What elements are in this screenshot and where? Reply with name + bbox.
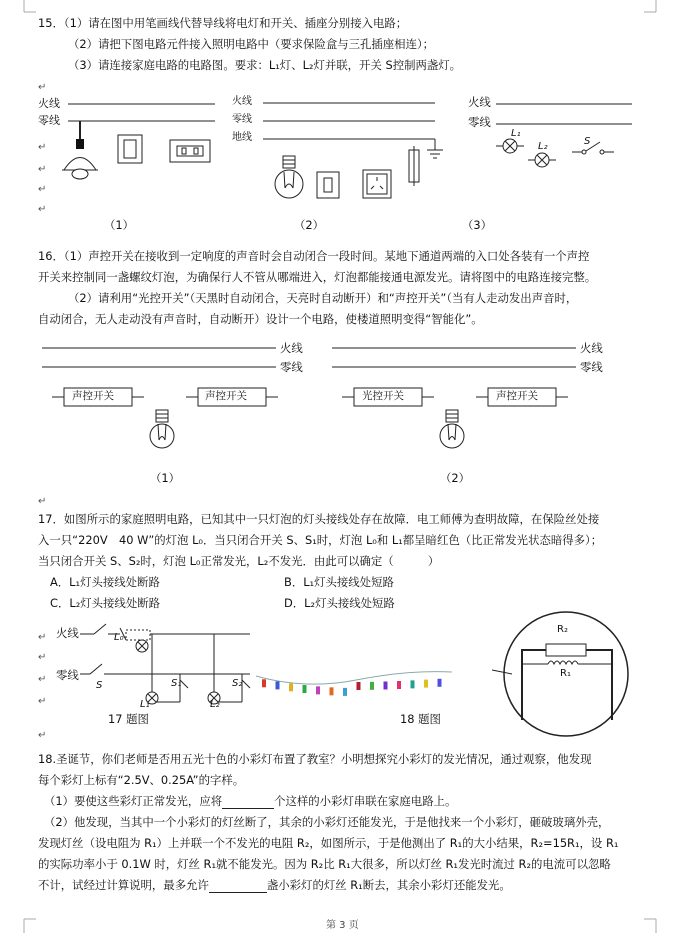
q15-fig3-live-label: 火线 bbox=[468, 95, 491, 109]
mini-bulb bbox=[330, 687, 334, 695]
q17-line-1: 17．如图所示的家庭照明电路，已知其中一只灯泡的灯头接线处存在故障．电工师傅为查明故障，在保险丝处接 bbox=[38, 512, 600, 526]
page-number: 第 3 页 bbox=[326, 920, 359, 931]
q17-option-a[interactable]: A．L₁灯头接线处断路 bbox=[50, 575, 160, 589]
q16-fig1-switch-2: 声控开关 bbox=[205, 390, 247, 402]
q15-fig3-neutral-label: 零线 bbox=[468, 115, 491, 129]
q18-q1-answer-blank[interactable] bbox=[222, 796, 274, 809]
q16-fig2-neutral-label: 零线 bbox=[580, 360, 603, 374]
para-mark: ↵ bbox=[38, 652, 47, 663]
mini-bulb bbox=[438, 679, 442, 687]
mini-bulb bbox=[397, 681, 401, 689]
q15-line-3: （3）请连接家庭电路的电路图。要求：L₁灯、L₂灯并联，开关 S控制两盏灯。 bbox=[68, 58, 462, 72]
q17-circuit bbox=[80, 622, 280, 722]
q15-fig3-l2-label: L₂ bbox=[538, 141, 548, 152]
q17-fig-l1-label: L₁ bbox=[140, 699, 150, 710]
para-mark: ↵ bbox=[38, 82, 47, 93]
q16-line-1: 16．（1）声控开关在接收到一定响度的声音时会自动闭合一段时间。某地下通道两端的入口处各装有一个声控 bbox=[38, 249, 590, 263]
q15-line-1: 15．（1）请在图中用笔画线代替导线将电灯和开关、插座分别接入电路； bbox=[38, 16, 408, 30]
q16-fig1-caption: （1） bbox=[150, 471, 181, 485]
q17-option-d[interactable]: D．L₂灯头接线处短路 bbox=[284, 596, 395, 610]
q18-line-1: 18.圣诞节，你们老师是否用五光十色的小彩灯布置了教室？小明想探究小彩灯的发光情况，通过观察，他发现 bbox=[38, 752, 592, 766]
q17-fig-s-label: S bbox=[96, 680, 103, 691]
q16-fig1-neutral-label: 零线 bbox=[280, 360, 303, 374]
mini-bulb bbox=[424, 680, 428, 688]
q18-q2-text-a: 不计，试经过计算说明，最多允许 bbox=[38, 878, 209, 892]
q16-fig2-switch-2: 声控开关 bbox=[496, 390, 538, 402]
mini-bulb bbox=[370, 682, 374, 690]
q17-option-c[interactable]: C．L₂灯头接线处断路 bbox=[50, 596, 160, 610]
q15-fig2-ground-label: 地线 bbox=[232, 132, 252, 143]
q18-q1-text-b: 个这样的小彩灯串联在家庭电路上。 bbox=[274, 794, 457, 808]
para-mark: ↵ bbox=[38, 164, 47, 175]
q16-line-4: 自动闭合，无人走动没有声音时，自动断开）设计一个电路，使楼道照明变得“智能化”。 bbox=[38, 312, 483, 326]
q18-fig-r2-label: R₂ bbox=[557, 624, 568, 635]
q15-fig1-live-label: 火线 bbox=[38, 97, 60, 110]
q15-line-2: （2）请把下图电路元件接入照明电路中（要求保险盒与三孔插座相连）； bbox=[68, 37, 435, 51]
para-mark: ↵ bbox=[38, 496, 47, 507]
para-mark: ↵ bbox=[38, 696, 47, 707]
q18-q2-answer-blank[interactable] bbox=[209, 880, 267, 893]
q18-line-5: 发现灯丝（设电阻为 R₁）上并联一个不发光的电阻 R₂，如图所示，于是他测出了 R₁的大小结果，R₂=15R₁，设 R₁ bbox=[38, 836, 619, 850]
q17-fig-l0-label: L₀ bbox=[114, 632, 124, 643]
mini-bulb bbox=[357, 682, 361, 690]
q15-fig3-caption: （3） bbox=[462, 218, 493, 232]
mini-bulb bbox=[303, 685, 307, 693]
para-mark: ↵ bbox=[38, 142, 47, 153]
q16-fig1-switch-1: 声控开关 bbox=[72, 390, 114, 402]
q16-fig2-live-label: 火线 bbox=[580, 341, 603, 355]
mini-bulb bbox=[411, 680, 415, 688]
mini-bulb bbox=[384, 682, 388, 690]
q18-line-7 bbox=[38, 878, 511, 893]
q15-fig3-s-label: S bbox=[584, 136, 591, 147]
mini-bulb bbox=[262, 679, 266, 687]
corner-mark-top-left bbox=[2, 0, 32, 14]
para-mark: ↵ bbox=[38, 730, 47, 741]
mini-bulb bbox=[343, 688, 347, 696]
para-mark: ↵ bbox=[38, 674, 47, 685]
q18-fig-r1-label: R₁ bbox=[560, 668, 571, 679]
mini-bulb bbox=[276, 681, 280, 689]
q17-option-b[interactable]: B．L₁灯头接线处短路 bbox=[284, 575, 394, 589]
q17-fig-s2-label: S₂ bbox=[232, 678, 243, 689]
q18-line-3 bbox=[44, 794, 456, 809]
para-mark: ↵ bbox=[38, 204, 47, 215]
q18-line-6: 的实际功率小于 0.1W 时，灯丝 R₁就不能发光。因为 R₂比 R₁大很多，所以灯丝 R₁发光时流过 R₂的电流可以忽略 bbox=[38, 857, 611, 871]
para-mark: ↵ bbox=[38, 632, 47, 643]
mini-bulb bbox=[316, 686, 320, 694]
q16-line-2: 开关来控制同一盏螺纹灯泡，为确保行人不管从哪端进入，灯泡都能接通电源发光。请将图中的电路连接完整。 bbox=[38, 270, 597, 284]
q18-fig-caption: 18 题图 bbox=[400, 712, 441, 726]
corner-mark-bottom-right bbox=[648, 915, 678, 929]
q15-fig2-neutral-label: 零线 bbox=[232, 114, 252, 125]
q16-fig2-caption: （2） bbox=[440, 471, 471, 485]
q16-fig2-switch-1: 光控开关 bbox=[362, 390, 404, 402]
q15-fig1-circuit bbox=[60, 95, 260, 195]
q17-fig-caption: 17 题图 bbox=[108, 712, 149, 726]
q18-q2-text-b: 盏小彩灯的灯丝 R₁断去，其余小彩灯还能发光。 bbox=[266, 878, 511, 892]
q15-fig2-caption: （2） bbox=[294, 218, 325, 232]
q18-line-4: （2）他发现，当其中一个小彩灯的灯丝断了，其余的小彩灯还能发光，于是他找来一个小彩灯，砸破玻璃外壳， bbox=[44, 815, 610, 829]
corner-mark-top-right bbox=[648, 0, 678, 14]
q18-line-2: 每个彩灯上标有“2.5V、0.25A”的字样。 bbox=[38, 773, 245, 787]
q15-fig2-circuit bbox=[255, 92, 475, 212]
q15-fig1-caption: （1） bbox=[104, 218, 135, 232]
para-mark: ↵ bbox=[38, 184, 47, 195]
q17-line-2: 入一只“220V 40 W”的灯泡 L₀．当只闭合开关 S、S₁时，灯泡 L₀和 L₁都呈暗红色（比正常发光状态暗得多）； bbox=[38, 533, 603, 547]
q17-fig-s1-label: S₁ bbox=[171, 678, 182, 689]
q17-fig-live-label: 火线 bbox=[56, 626, 79, 640]
q18-light-string bbox=[256, 662, 456, 702]
q15-fig2-live-label: 火线 bbox=[232, 96, 252, 107]
q15-fig3-l1-label: L₁ bbox=[511, 128, 521, 139]
q18-q1-text-a: （1）要使这些彩灯正常发光，应将 bbox=[44, 794, 223, 808]
mini-bulb bbox=[289, 683, 293, 691]
q17-fig-neutral-label: 零线 bbox=[56, 668, 79, 682]
corner-mark-bottom-left bbox=[2, 915, 32, 929]
q15-fig1-neutral-label: 零线 bbox=[38, 114, 60, 127]
q17-fig-l2-label: L₂ bbox=[210, 699, 220, 710]
q16-fig1-live-label: 火线 bbox=[280, 341, 303, 355]
q16-line-3: （2）请利用“光控开关”（天黑时自动闭合，天亮时自动断开）和“声控开关”（当有人走动发出声音时， bbox=[68, 291, 578, 305]
q17-line-3: 当只闭合开关 S、S₂时，灯泡 L₀正常发光，L₂不发光．由此可以确定（ ） bbox=[38, 554, 440, 568]
